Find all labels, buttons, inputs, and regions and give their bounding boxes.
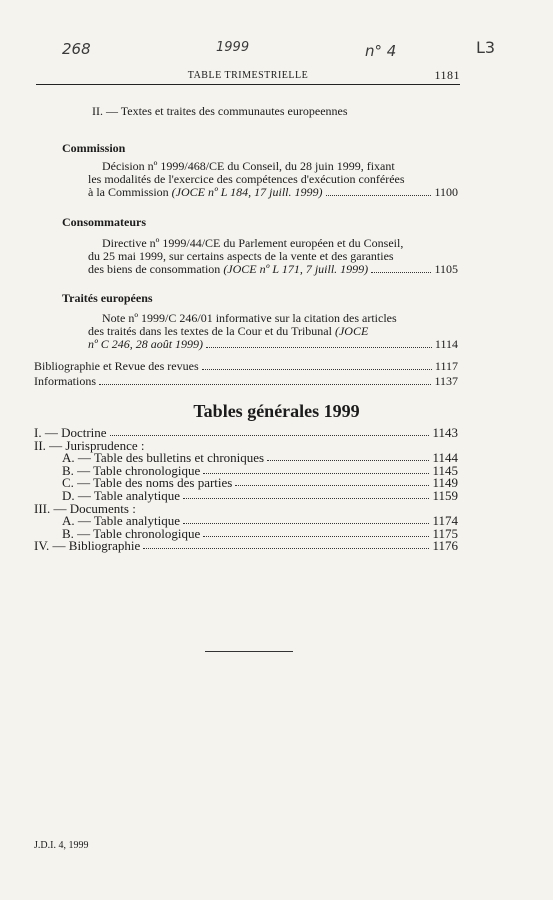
tables-entry-page: 1174	[432, 513, 458, 529]
handwritten-note-mid: 1999	[216, 40, 250, 55]
tables-entry	[34, 540, 458, 552]
leader-dots	[143, 548, 429, 549]
commission-heading: Commission	[62, 141, 126, 155]
section-title: II. — Textes et traites des communautes europeennes	[92, 104, 348, 118]
footer-citation: J.D.I. 4, 1999	[34, 840, 89, 851]
traites-entry	[88, 338, 458, 351]
handwritten-note-corner: L3	[476, 38, 496, 57]
tables-entry-page: 1143	[432, 425, 458, 440]
leader-dots	[371, 272, 431, 273]
bibliographie-page: 1117	[434, 359, 458, 373]
leader-dots	[202, 369, 432, 370]
leader-dots	[235, 485, 429, 486]
tables-entry-page: 1159	[432, 488, 458, 503]
tables-entry-label: II. — Jurisprudence :	[34, 437, 145, 453]
leader-dots	[206, 347, 432, 348]
leader-dots	[203, 473, 429, 474]
tables-entry-label: A. — Table analytique	[62, 513, 180, 529]
traites-page: 1114	[434, 337, 458, 351]
informations-label: Informations	[34, 374, 96, 388]
commission-line-2: les modalités de l'exercice des compétences d'exécution conférées	[88, 172, 405, 186]
commission-reference: (JOCE nº L 184, 17 juill. 1999)	[171, 185, 323, 199]
leader-dots	[99, 384, 431, 385]
consommateurs-line-3: des biens de consommation	[88, 262, 224, 276]
tables-entry-page: 1176	[432, 538, 458, 554]
traites-line-1: Note nº 1999/C 246/01 informative sur la citation des articles	[102, 311, 397, 325]
tables-entry-page: 1144	[432, 450, 458, 466]
tables-title: Tables générales 1999	[193, 401, 360, 421]
handwritten-note-right: n° 4	[365, 42, 397, 60]
page-number: 1181	[434, 68, 460, 82]
consommateurs-line-2: du 25 mai 1999, sur certains aspects de la vente et des garanties	[88, 249, 394, 263]
leader-dots	[110, 435, 430, 436]
commission-entry	[88, 186, 458, 199]
leader-dots	[183, 498, 429, 499]
consommateurs-line-1: Directive nº 1999/44/CE du Parlement européen et du Conseil,	[102, 236, 404, 250]
tables-entry-label: C. — Table des noms des parties	[62, 475, 233, 491]
consommateurs-heading: Consommateurs	[62, 215, 146, 229]
leader-dots	[183, 523, 429, 524]
leader-dots	[267, 460, 429, 461]
leader-dots	[203, 536, 429, 537]
commission-line-3: à la Commission	[88, 185, 172, 199]
bibliographie-entry	[34, 360, 458, 373]
running-head-title: TABLE TRIMESTRIELLE	[187, 70, 309, 81]
tables-entry-page: 1175	[432, 525, 458, 541]
consommateurs-reference: (JOCE nº L 171, 7 juill. 1999)	[223, 262, 369, 276]
running-head	[36, 68, 460, 85]
tables-entry-page: 1145	[432, 462, 458, 478]
section-rule	[205, 651, 293, 652]
traites-heading: Traités européens	[62, 291, 153, 305]
tables-entry-label: I. — Doctrine	[34, 425, 107, 440]
tables-entry-label: III. — Documents :	[34, 500, 136, 516]
informations-page: 1137	[434, 374, 458, 388]
traites-line-2-text: des traités dans les textes de la Cour et du Tribunal	[88, 324, 335, 338]
traites-reference: nº C 246, 28 août 1999)	[88, 337, 204, 351]
consommateurs-page: 1105	[434, 262, 458, 276]
leader-dots	[326, 195, 432, 196]
commission-line-1: Décision nº 1999/468/CE du Conseil, du 28 juin 1999, fixant	[102, 159, 395, 173]
tables-entry-label: B. — Table chronologique	[62, 525, 201, 541]
informations-entry	[34, 375, 458, 388]
traites-reference-start: (JOCE	[334, 324, 369, 338]
bibliographie-label: Bibliographie et Revue des revues	[34, 359, 199, 373]
tables-entry-label: A. — Table des bulletins et chroniques	[62, 450, 265, 466]
tables-entry-page: 1149	[432, 475, 458, 491]
handwritten-note-left: 268	[62, 40, 91, 58]
commission-page: 1100	[434, 185, 458, 199]
consommateurs-entry	[88, 263, 458, 276]
tables-entry-label: IV. — Bibliographie	[34, 538, 141, 554]
tables-entry-label: D. — Table analytique	[62, 488, 180, 503]
tables-entry-label: B. — Table chronologique	[62, 462, 201, 478]
